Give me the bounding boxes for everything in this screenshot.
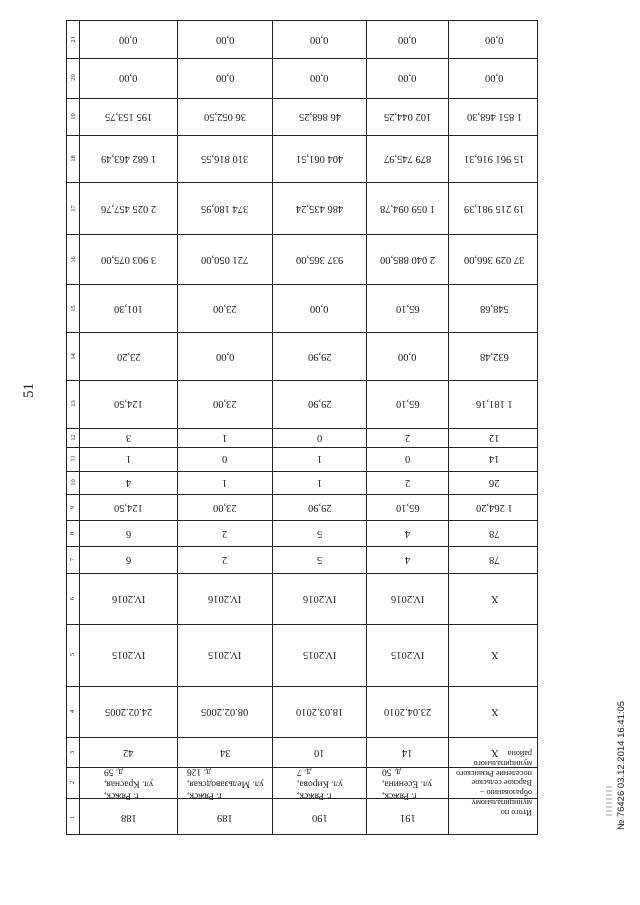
cell-value: 195 153,75 <box>104 110 153 122</box>
column-number <box>67 135 79 183</box>
cell-value: 486 435,24 <box>295 202 344 214</box>
table-cell <box>273 520 366 546</box>
table-cell <box>367 447 448 472</box>
address-text: г. Ряжск, ул. Есенина, д. 50 <box>382 766 433 801</box>
table-cell <box>80 284 177 332</box>
page-number: 51 <box>21 383 37 398</box>
table-cell <box>80 471 177 494</box>
cell-value: 23.04.2010 <box>383 706 432 718</box>
row-number: 191 <box>399 811 416 823</box>
table-cell <box>367 21 448 58</box>
column-number-text: 9 <box>69 505 77 509</box>
table-cell <box>367 428 448 447</box>
table-cell <box>367 332 448 380</box>
cell-value: 548,68 <box>480 302 509 314</box>
cell-value: X <box>490 746 499 758</box>
table-cell <box>273 135 366 183</box>
column-number <box>67 428 79 447</box>
column-number-text: 4 <box>69 710 77 714</box>
column-number <box>67 737 79 767</box>
column-number <box>67 332 79 380</box>
cell-value: 0,00 <box>485 72 504 84</box>
table-cell <box>449 234 540 284</box>
registration-stamp: № 76426 03.12.2014 16:41:05 <box>616 700 627 830</box>
cell-value: 1 059 094,78 <box>379 202 436 214</box>
cell-value: 37 029 366,00 <box>464 253 525 265</box>
table-cell <box>80 182 177 234</box>
table-cell <box>80 428 177 447</box>
cell-value: 404 061,51 <box>295 152 344 164</box>
address-text: г. Ряжск, ул. Кирова, д. 7 <box>296 766 343 801</box>
cell-value: 1 <box>125 453 132 465</box>
cell-value: 3 903 075,00 <box>100 253 157 265</box>
cell-value: 0,00 <box>215 350 235 362</box>
address-text: г. Ряжск, ул. Мельзаводская, д. 126 <box>186 766 264 801</box>
cell-value: 0,00 <box>310 72 329 84</box>
column-number-text: 1 <box>69 815 77 819</box>
column-number-text: 13 <box>69 400 77 408</box>
cell-value: 26 <box>489 477 500 489</box>
cell-value: 879 745,97 <box>383 152 432 164</box>
table-cell <box>178 135 272 183</box>
column-number <box>67 520 79 546</box>
table-cell <box>80 332 177 380</box>
table-cell <box>80 737 177 767</box>
row-number: 188 <box>120 811 137 823</box>
table-cell <box>273 494 366 520</box>
row-number-cell <box>449 798 540 836</box>
cell-value: 0,00 <box>398 34 417 46</box>
cell-value: 0,00 <box>215 72 235 84</box>
table-cell <box>449 471 540 494</box>
table-cell <box>80 98 177 135</box>
cell-value: IV.2016 <box>111 592 146 604</box>
column-number-text: 3 <box>69 750 77 754</box>
cell-value: IV.2015 <box>111 649 146 661</box>
cell-value: 0,00 <box>485 34 504 46</box>
table-cell <box>178 182 272 234</box>
table-cell <box>80 234 177 284</box>
table-cell <box>178 284 272 332</box>
cell-value: X <box>490 706 499 718</box>
table-cell <box>273 58 366 98</box>
column-number <box>67 798 79 836</box>
cell-value: 2 <box>404 431 411 443</box>
cell-value: 2 <box>222 553 228 565</box>
table-row <box>80 21 178 834</box>
cell-value: 23,20 <box>116 350 141 362</box>
table-cell <box>367 234 448 284</box>
address-text: г. Ряжск, ул. Красная, д. 59 <box>103 766 154 801</box>
table-cell <box>449 98 540 135</box>
cell-value: 65,10 <box>395 501 420 513</box>
cell-value: 65,10 <box>395 398 420 410</box>
cell-value: 19 215 981,39 <box>464 202 525 214</box>
cell-value: 0 <box>222 453 228 465</box>
table-cell <box>449 447 540 472</box>
column-number <box>67 447 79 472</box>
column-number <box>67 471 79 494</box>
table-cell <box>367 135 448 183</box>
table-cell <box>449 284 540 332</box>
table-cell <box>449 494 540 520</box>
cell-value: 937 365,00 <box>295 253 344 265</box>
table-row <box>273 21 367 834</box>
cell-value: 0,00 <box>310 302 329 314</box>
table-cell <box>80 686 177 737</box>
table-cell <box>449 332 540 380</box>
cell-value: IV.2016 <box>208 592 242 604</box>
cell-value: 5 <box>316 527 323 539</box>
table-cell <box>273 471 366 494</box>
column-number <box>67 767 79 798</box>
table-cell <box>80 135 177 183</box>
column-number-text: 21 <box>69 36 77 43</box>
table-cell <box>178 58 272 98</box>
table-cell <box>449 428 540 447</box>
cell-value: 1 <box>316 477 323 489</box>
column-number <box>67 58 79 98</box>
column-number-text: 16 <box>69 256 77 263</box>
cell-value: 1 682 463,49 <box>100 152 157 164</box>
table-cell <box>273 428 366 447</box>
cell-value: 2 <box>222 527 228 539</box>
row-number-cell <box>178 798 272 836</box>
table-cell <box>273 737 366 767</box>
table-cell <box>273 332 366 380</box>
cell-value: 23,00 <box>213 398 237 410</box>
cell-value: 65,10 <box>395 302 420 314</box>
cell-value: 1 <box>222 477 228 489</box>
cell-value: 34 <box>219 746 231 758</box>
table-cell <box>178 686 272 737</box>
cell-value: 3 <box>125 431 132 443</box>
table-cell <box>273 447 366 472</box>
cell-value: X <box>490 649 499 661</box>
column-number <box>67 494 79 520</box>
table-cell <box>273 546 366 572</box>
cell-value: 0,00 <box>119 72 138 84</box>
cell-value: 08.02.2005 <box>201 706 249 718</box>
cell-value: 2 025 457,76 <box>100 202 157 214</box>
cell-value: IV.2016 <box>390 592 425 604</box>
column-number-text: 5 <box>69 653 77 657</box>
cell-value: 23,00 <box>213 302 237 314</box>
table-cell <box>367 471 448 494</box>
row-number: 190 <box>311 811 328 823</box>
table-cell <box>273 380 366 428</box>
column-number-text: 11 <box>69 455 77 463</box>
cell-value: 29,90 <box>307 501 332 513</box>
table-cell <box>367 573 448 624</box>
table-cell <box>449 520 540 546</box>
faded-mark <box>606 786 612 816</box>
table-cell <box>80 573 177 624</box>
cell-value: 4 <box>404 553 411 565</box>
column-number <box>67 380 79 428</box>
cell-value: 4 <box>125 477 132 489</box>
cell-value: 29,90 <box>307 398 332 410</box>
column-number-text: 19 <box>69 112 77 120</box>
cell-value: IV.2015 <box>208 649 242 661</box>
table-cell <box>367 284 448 332</box>
cell-value: 78 <box>489 527 500 539</box>
cell-value: 1 <box>316 453 323 465</box>
table-cell <box>273 686 366 737</box>
table-cell <box>367 98 448 135</box>
table-cell <box>178 234 272 284</box>
table-cell <box>273 182 366 234</box>
cell-value: 24.02.2005 <box>104 706 153 718</box>
table-cell <box>178 624 272 687</box>
cell-value: 374 180,95 <box>201 202 249 214</box>
table-cell <box>178 332 272 380</box>
cell-value: 632,48 <box>480 350 509 362</box>
address-cell <box>367 766 448 801</box>
cell-value: IV.2015 <box>390 649 425 661</box>
cell-value: 5 <box>316 553 323 565</box>
column-number <box>67 234 79 284</box>
table-cell <box>178 737 272 767</box>
cell-value: 1 <box>222 431 228 443</box>
table-cell <box>449 624 540 687</box>
cell-value: X <box>490 592 499 604</box>
table-cell <box>367 182 448 234</box>
cell-value: 102 044,25 <box>383 110 432 122</box>
column-number-text: 2 <box>69 780 77 785</box>
table-cell <box>367 494 448 520</box>
table-cell <box>367 686 448 737</box>
table-cell <box>80 624 177 687</box>
column-number-text: 7 <box>69 557 77 561</box>
column-number <box>67 98 79 135</box>
column-number <box>67 21 79 58</box>
address-cell <box>273 766 366 801</box>
table-cell <box>80 447 177 472</box>
column-number-text: 15 <box>69 305 77 312</box>
cell-value: 29,90 <box>307 350 332 362</box>
address-text: Итого по муниципальному образованию – Варское сельское поселение Рязанского муниципального района <box>456 748 533 817</box>
column-number <box>67 284 79 332</box>
table-cell <box>273 284 366 332</box>
cell-value: 0,00 <box>398 72 417 84</box>
table-cell <box>367 737 448 767</box>
cell-value: 78 <box>489 553 500 565</box>
data-table <box>66 20 538 835</box>
column-number-text: 20 <box>69 74 77 82</box>
row-number-cell <box>367 798 448 836</box>
column-number <box>67 546 79 572</box>
table-cell <box>449 686 540 737</box>
cell-value: 2 040 885,00 <box>379 253 436 265</box>
cell-value: 10 <box>314 746 325 758</box>
column-number <box>67 182 79 234</box>
cell-value: 14 <box>402 746 413 758</box>
table-cell <box>449 58 540 98</box>
table-row <box>367 21 449 834</box>
row-number: 189 <box>217 811 233 823</box>
cell-value: 6 <box>125 527 132 539</box>
table-cell <box>178 98 272 135</box>
cell-value: 1 264,20 <box>476 501 513 513</box>
table-cell <box>178 21 272 58</box>
column-number-text: 8 <box>69 531 77 535</box>
table-cell <box>178 447 272 472</box>
table-cell <box>178 520 272 546</box>
cell-value: 101,30 <box>114 302 143 314</box>
cell-value: 124,50 <box>114 398 143 410</box>
table-cell <box>449 546 540 572</box>
table-cell <box>449 21 540 58</box>
cell-value: 12 <box>489 431 500 443</box>
table-cell <box>178 573 272 624</box>
table-cell <box>178 380 272 428</box>
table-cell <box>80 520 177 546</box>
table-cell <box>367 520 448 546</box>
row-number-cell <box>80 798 177 836</box>
table-cell <box>367 624 448 687</box>
table-cell <box>273 98 366 135</box>
cell-value: 0,00 <box>215 34 235 46</box>
cell-value: 0,00 <box>398 350 417 362</box>
table-cell <box>80 494 177 520</box>
table-cell <box>449 380 540 428</box>
cell-value: 23,00 <box>213 501 237 513</box>
table-cell <box>367 546 448 572</box>
cell-value: 15 961 916,31 <box>464 152 525 164</box>
table-cell <box>80 380 177 428</box>
cell-value: 6 <box>125 553 132 565</box>
cell-value: 2 <box>404 477 411 489</box>
table-cell <box>449 182 540 234</box>
table-cell <box>178 428 272 447</box>
table-cell <box>273 234 366 284</box>
table-cell <box>367 380 448 428</box>
table-cell <box>178 546 272 572</box>
row-number-cell <box>273 798 366 836</box>
cell-value: 124,50 <box>114 501 143 513</box>
cell-value: 14 <box>489 453 500 465</box>
table-row <box>449 21 540 834</box>
cell-value: 36 052,50 <box>204 110 246 122</box>
cell-value: 1 851 468,30 <box>466 110 523 122</box>
column-number <box>67 624 79 687</box>
cell-value: 721 050,00 <box>201 253 249 265</box>
table-cell <box>80 546 177 572</box>
cell-value: 18.03.2010 <box>295 706 344 718</box>
cell-value: IV.2015 <box>302 649 337 661</box>
cell-value: 1 181,16 <box>476 398 513 410</box>
column-number-text: 10 <box>69 479 77 487</box>
table-cell <box>273 573 366 624</box>
cell-value: 0 <box>316 431 323 443</box>
cell-value: 310 816,55 <box>201 152 249 164</box>
address-cell <box>178 766 272 801</box>
cell-value: 0 <box>404 453 411 465</box>
column-number-text: 6 <box>69 596 77 600</box>
cell-value: 42 <box>123 746 134 758</box>
table-cell <box>273 21 366 58</box>
column-number <box>67 686 79 737</box>
column-number-text: 17 <box>69 205 77 212</box>
cell-value: 4 <box>404 527 411 539</box>
cell-value: 0,00 <box>119 34 138 46</box>
cell-value: IV.2016 <box>302 592 337 604</box>
table-cell <box>449 573 540 624</box>
table-cell <box>178 494 272 520</box>
table-cell <box>178 471 272 494</box>
address-cell <box>449 748 540 817</box>
cell-value: 0,00 <box>310 34 329 46</box>
column-number-text: 18 <box>69 155 77 162</box>
table-cell <box>80 58 177 98</box>
column-number-text: 14 <box>69 352 77 360</box>
table-cell <box>273 624 366 687</box>
column-number <box>67 573 79 624</box>
address-cell <box>80 766 177 801</box>
table-row <box>178 21 273 834</box>
table-cell <box>449 135 540 183</box>
column-number-text: 12 <box>69 433 77 441</box>
table-cell <box>367 58 448 98</box>
table-cell <box>80 21 177 58</box>
cell-value: 46 868,25 <box>298 110 341 122</box>
